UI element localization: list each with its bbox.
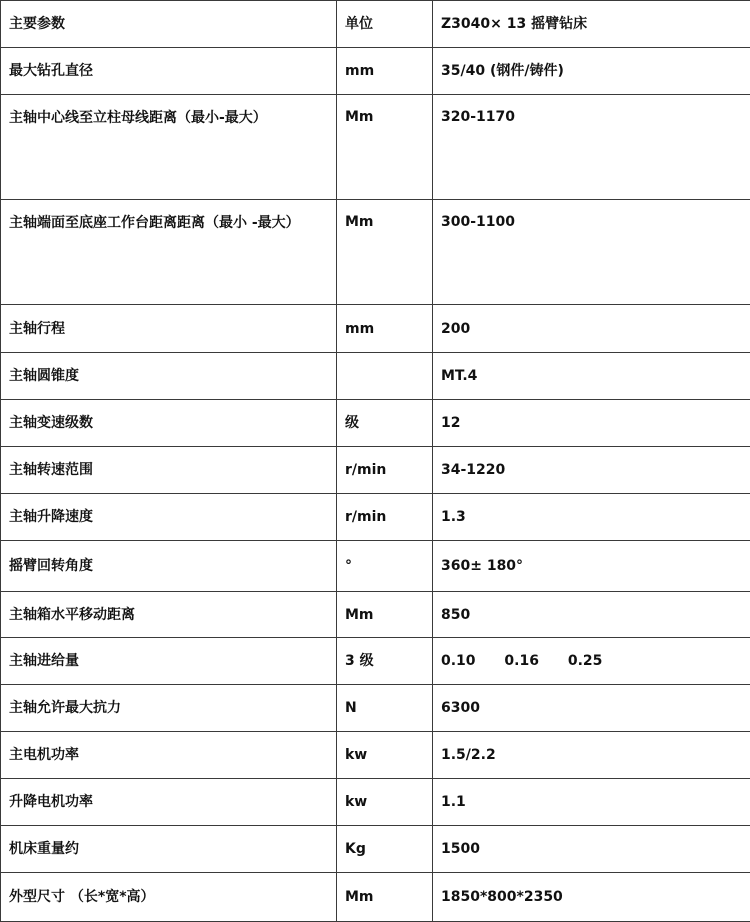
row-value: 360± 180° — [433, 541, 750, 592]
row-unit: Kg — [337, 826, 433, 873]
row-value: 1500 — [433, 826, 750, 873]
row-param: 主轴升降速度 — [1, 494, 337, 541]
row-value: 12 — [433, 400, 750, 447]
row-param: 主轴箱水平移动距离 — [1, 592, 337, 638]
row-value-group — [433, 638, 750, 685]
row-param: 主轴进给量 — [1, 638, 337, 685]
table-row — [1, 48, 750, 95]
row-param: 升降电机功率 — [1, 779, 337, 826]
table-row — [1, 826, 750, 873]
table-row — [1, 541, 750, 592]
table-row — [1, 95, 750, 200]
row-value: 35/40 (钢件/铸件) — [433, 48, 750, 95]
row-param: 最大钻孔直径 — [1, 48, 337, 95]
row-unit: kw — [337, 779, 433, 826]
row-value: MT.4 — [433, 353, 750, 400]
row-unit — [337, 353, 433, 400]
table-row — [1, 638, 750, 685]
table-row — [1, 447, 750, 494]
feed-rate-value: 0.25 — [568, 651, 603, 671]
table-row — [1, 592, 750, 638]
row-value: 1850*800*2350 — [433, 873, 750, 922]
row-unit: mm — [337, 48, 433, 95]
row-unit: ° — [337, 541, 433, 592]
row-unit: r/min — [337, 447, 433, 494]
row-value: 1.3 — [433, 494, 750, 541]
row-unit: kw — [337, 732, 433, 779]
row-unit: 级 — [337, 400, 433, 447]
table-row — [1, 200, 750, 305]
row-param: 主轴中心线至立柱母线距离（最小-最大） — [1, 95, 337, 200]
row-param: 主轴圆锥度 — [1, 353, 337, 400]
row-value: 850 — [433, 592, 750, 638]
row-value: 320-1170 — [433, 95, 750, 200]
table-row — [1, 353, 750, 400]
feed-rate-value: 0.16 — [504, 651, 539, 671]
row-param: 外型尺寸 （长*宽*高） — [1, 873, 337, 922]
table-row — [1, 400, 750, 447]
row-unit: Mm — [337, 592, 433, 638]
row-value: 300-1100 — [433, 200, 750, 305]
row-value: 1.5/2.2 — [433, 732, 750, 779]
row-param: 主轴行程 — [1, 305, 337, 353]
table-row — [1, 873, 750, 922]
row-unit: Mm — [337, 200, 433, 305]
header-value: Z3040× 13 摇臂钻床 — [433, 1, 750, 48]
row-param: 主电机功率 — [1, 732, 337, 779]
header-param: 主要参数 — [1, 1, 337, 48]
row-value: 1.1 — [433, 779, 750, 826]
row-unit: mm — [337, 305, 433, 353]
table-row — [1, 494, 750, 541]
table-row — [1, 779, 750, 826]
row-unit: r/min — [337, 494, 433, 541]
row-param: 主轴允许最大抗力 — [1, 685, 337, 732]
row-value: 6300 — [433, 685, 750, 732]
table-row — [1, 305, 750, 353]
table-row — [1, 732, 750, 779]
header-unit: 单位 — [337, 1, 433, 48]
feed-rate-value: 0.10 — [441, 651, 476, 671]
row-param: 主轴变速级数 — [1, 400, 337, 447]
row-value: 200 — [433, 305, 750, 353]
table-header-row — [1, 1, 750, 48]
row-unit: Mm — [337, 95, 433, 200]
row-unit: 3 级 — [337, 638, 433, 685]
row-unit: N — [337, 685, 433, 732]
row-param: 主轴转速范围 — [1, 447, 337, 494]
table-row — [1, 685, 750, 732]
row-param: 主轴端面至底座工作台距离距离（最小 -最大） — [1, 200, 337, 305]
row-param: 摇臂回转角度 — [1, 541, 337, 592]
row-param: 机床重量约 — [1, 826, 337, 873]
row-value: 34-1220 — [433, 447, 750, 494]
row-unit: Mm — [337, 873, 433, 922]
